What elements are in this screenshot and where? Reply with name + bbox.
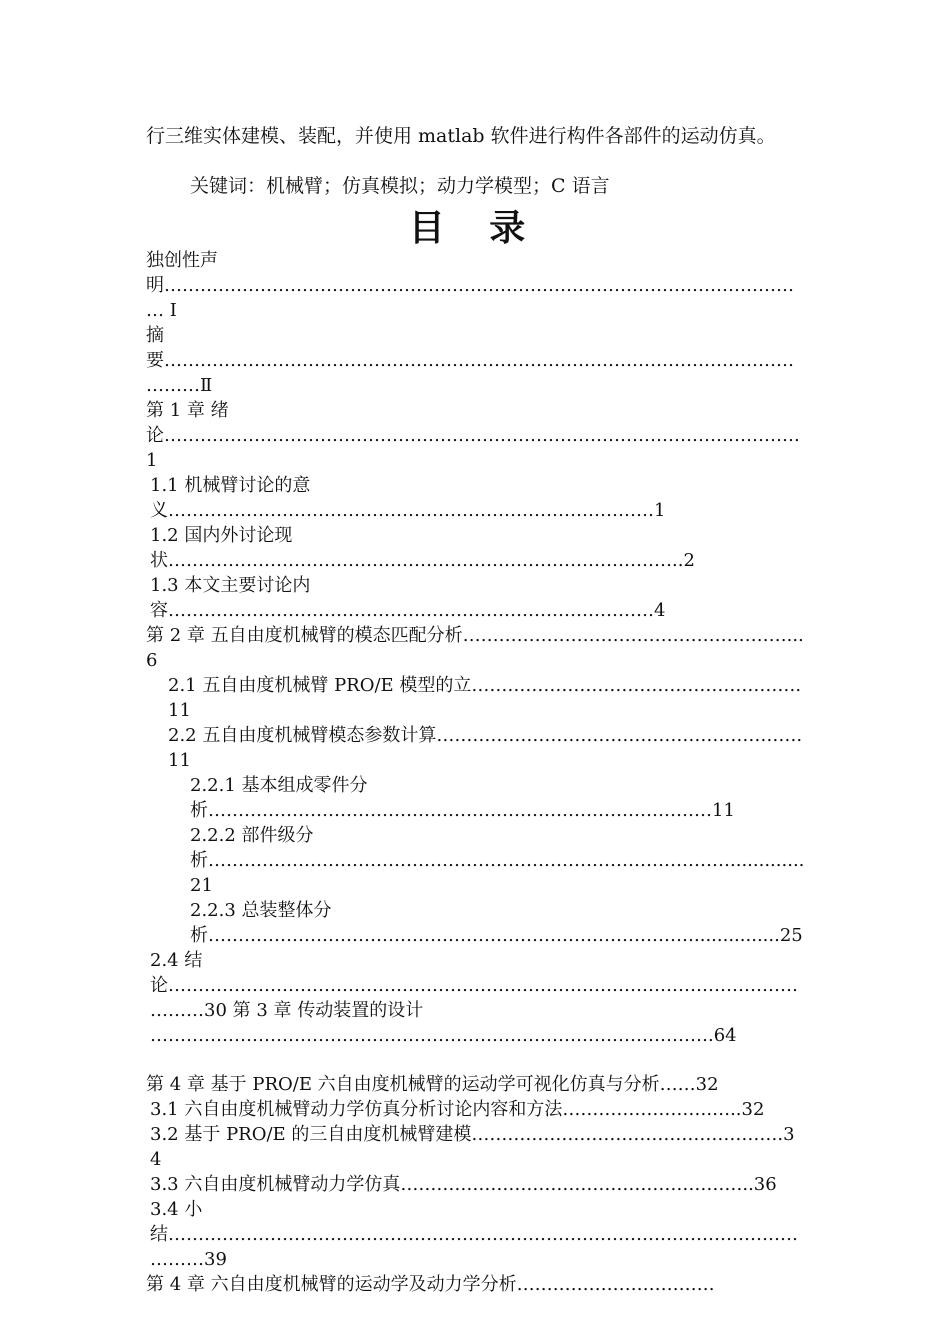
toc-entry-chapter-4-dynamics[interactable]: 第 4 章 六自由度机械臂的运动学及动力学分析……………………………: [146, 1274, 715, 1295]
toc-title: 目 录: [408, 207, 542, 249]
toc-entry-3-4[interactable]: 3.4 小结……………………………………………………………………………………………………39: [150, 1199, 798, 1270]
table-of-contents: [146, 248, 806, 1297]
toc-entry-2-2-3[interactable]: 2.2.3 总装整体分析………………………………………………………………………...............25: [190, 900, 803, 946]
toc-entry-2-4[interactable]: 2.4 结论……………………………………………………………………………………………………30 第 3 章 传动装置的设计 ………………………………………………………………………………….64: [150, 950, 798, 1046]
toc-entry-2-1[interactable]: 2.1 五自由度机械臂 PRO/E 模型的立……………………………………………….11: [168, 675, 802, 721]
keywords-line: 关键词：机械臂；仿真模拟；动力学模型；C 语言: [190, 175, 610, 197]
toc-entry-abstract[interactable]: 摘 要……………………………………………………………………………………………………Ⅱ: [146, 325, 794, 396]
toc-spacer: [146, 1048, 806, 1072]
toc-entry-chapter-4-visual[interactable]: 第 4 章 基于 PRO/E 六自由度机械臂的运动学可视化仿真与分析……32: [146, 1074, 719, 1095]
toc-entry-1-2[interactable]: 1.2 国内外讨论现状…………………………………………………………………………..2: [150, 525, 695, 571]
toc-entry-chapter-1[interactable]: 第 1 章 绪论…………………………………………………………………………………………….1: [146, 400, 800, 471]
toc-entry-2-2-2[interactable]: 2.2.2 部件级分析…………………………………………………………………………….............21: [190, 825, 805, 896]
toc-entry-2-2[interactable]: 2.2 五自由度机械臂模态参数计算…………………………………………………….11: [168, 725, 803, 771]
toc-entry-chapter-2[interactable]: 第 2 章 五自由度机械臂的模态匹配分析………………………………………………...6: [146, 625, 804, 671]
toc-entry-2-2-1[interactable]: 2.2.1 基本组成零件分析…………………………………………………………………………11: [190, 775, 735, 821]
toc-entry-1-3[interactable]: 1.3 本文主要讨论内容………………………………………………………………………4: [150, 575, 666, 621]
toc-entry-1-1[interactable]: 1.1 机械臂讨论的意义………………………………………………………………………1: [150, 475, 666, 521]
toc-entry-3-2[interactable]: 3.2 基于 PRO/E 的三自由度机械臂建模…………………………………………….34: [150, 1124, 795, 1170]
abstract-paragraph: 行三维实体建模、装配，并使用 matlab 软件进行构件各部件的运动仿真。: [146, 125, 776, 147]
toc-entry-3-1[interactable]: 3.1 六自由度机械臂动力学仿真分析讨论内容和方法…………………….…..32: [150, 1099, 765, 1120]
toc-entry-declaration[interactable]: 独创性声明……………………………………………………………………………………………… Ⅰ: [146, 250, 794, 321]
toc-entry-3-3[interactable]: 3.3 六自由度机械臂动力学仿真…………………………………………………..36: [150, 1174, 777, 1195]
